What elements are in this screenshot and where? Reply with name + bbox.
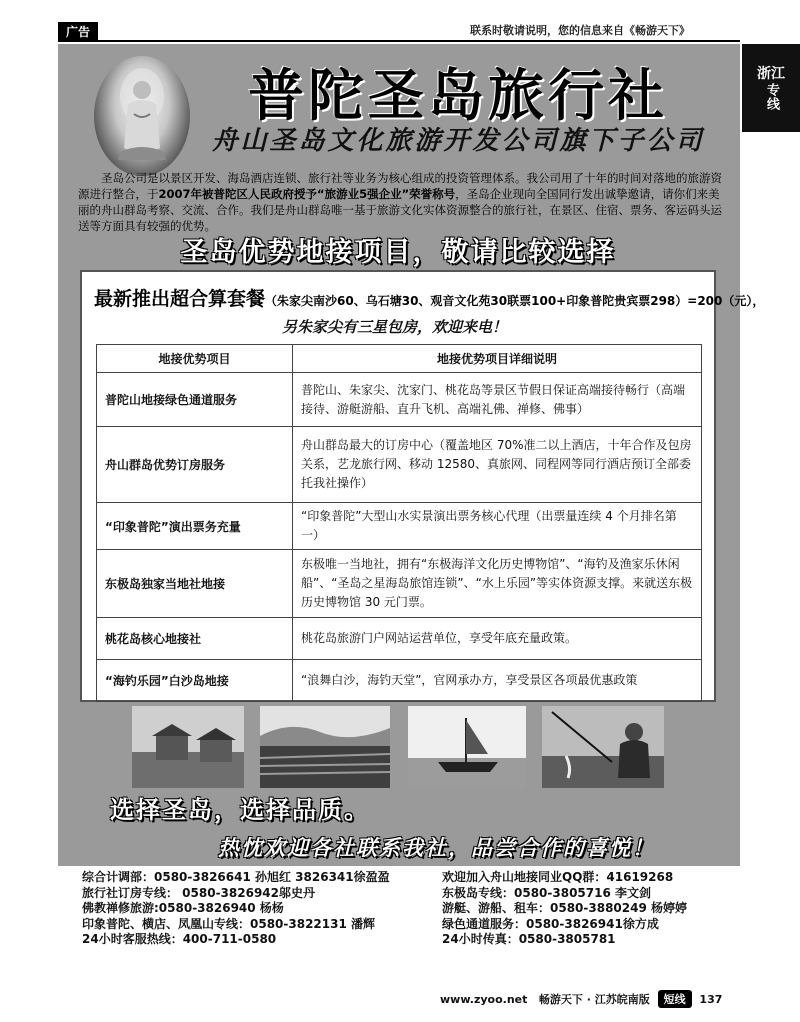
footer-badge: 短线 [658, 990, 692, 1008]
promo-note: 另朱家尖有三星包房，欢迎来电！ [282, 318, 508, 336]
table-row [97, 618, 702, 660]
intro-text-2: ，圣岛企业现向全国同行发出诚挚邀请，请你们来美丽的舟山群岛考察、交流、合作。我们是舟山群岛唯一基于旅游文化实体资源整合的旅行社，在景区、住宿、票务、客运码头运送等方面具有较强的优势。 [78, 187, 722, 233]
guanyin-logo-icon [94, 56, 190, 176]
table-header: 地接优势项目详细说明 [293, 345, 702, 373]
promo-main: 最新推出超合算套餐 [94, 288, 266, 310]
contact-column-left [82, 870, 422, 948]
service-name: “印象普陀”演出票务充量 [97, 503, 293, 550]
service-detail: 东极唯一当地社，拥有“东极海洋文化历史博物馆”、“海钓及渔家乐休闲船”、“圣岛之星海岛旅馆连锁”、“水上乐园”等实体资源支撑。来就送东极历史博物馆 30 元门票。 [293, 550, 702, 618]
footer-publication: 畅游天下 · 江苏皖南版 [538, 993, 650, 1006]
service-name: 普陀山地接绿色通道服务 [97, 373, 293, 427]
photo-strip [132, 706, 680, 802]
page-footer [440, 990, 722, 1008]
offer-panel [80, 270, 765, 702]
service-detail: “浪舞白沙，海钓天堂”，官网承办方，享受景区各项最优惠政策 [293, 660, 702, 702]
agency-subtitle: 舟山圣岛文化旅游开发公司旗下子公司 [211, 126, 705, 156]
source-notice: 联系时敬请说明，您的信息来自《畅游天下》 [470, 24, 690, 37]
company-intro [78, 170, 724, 234]
service-name: 舟山群岛优势订房服务 [97, 427, 293, 503]
table-row [97, 503, 702, 550]
table-row [97, 373, 702, 427]
page-number: 137 [699, 993, 723, 1006]
header-rule [98, 40, 740, 42]
section-tab [742, 44, 800, 132]
contact-line: 印象普陀、横店、凤凰山专线：0580-3822131 潘辉 [82, 916, 376, 931]
fishing-photo [542, 706, 664, 788]
contact-line: 佛教禅修旅游:0580-3826940 杨杨 [82, 901, 284, 915]
contact-line: 东极岛专线：0580-3805716 李文剑 [442, 885, 652, 900]
promo-detail: （朱家尖南沙60、乌石塘30、观音文化苑30联票100+印象普陀贵宾票298）=200（元）， [265, 294, 765, 308]
page-header [0, 0, 800, 44]
service-detail: “印象普陀”大型山水实景演出票务核心代理（出票量连续 4 个月排名第一） [293, 503, 702, 550]
contact-column-right [442, 870, 762, 948]
footer-site: www.zyoo.net [440, 993, 528, 1006]
contact-line: 旅行社订房专线： 0580-3826942邬史丹 [82, 885, 316, 900]
table-header-row [97, 345, 702, 373]
slogan-quality: 选择圣岛，选择品质。 [110, 796, 370, 824]
section-banner: 圣岛优势地接项目，敬请比较选择 [180, 237, 616, 268]
section-tab-bottom: 专线 [764, 83, 779, 111]
village-photo [132, 706, 244, 788]
table-header: 地接优势项目 [97, 345, 293, 373]
service-name: 桃花岛核心地接社 [97, 618, 293, 660]
table-row [97, 660, 702, 702]
intro-highlight: 2007年被普陀区人民政府授予“旅游业5强企业”荣誉称号 [158, 187, 456, 201]
agency-title: 普陀圣岛旅行社 [248, 63, 668, 129]
contact-line: 绿色通道服务：0580-3826941徐方成 [442, 916, 659, 931]
service-name: “海钓乐园”白沙岛地接 [97, 660, 293, 702]
promo-line [94, 284, 764, 311]
table-row [97, 550, 702, 618]
contact-line: 游艇、游船、租车：0580-3880249 杨婷婷 [442, 901, 688, 915]
slogan-welcome: 热忱欢迎各社联系我社，品尝合作的喜悦！ [218, 835, 655, 860]
service-detail: 普陀山、朱家尖、沈家门、桃花岛等景区节假日保证高端接待畅行（高端接待、游艇游船、直升飞机、高端礼佛、禅修、佛事） [293, 373, 702, 427]
table-row [97, 427, 702, 503]
contact-line: 综合计调部：0580-3826641 孙旭红 3826341徐盈盈 [82, 870, 390, 884]
advertisement [58, 44, 765, 866]
contact-line: 欢迎加入舟山地接同业QQ群：41619268 [442, 870, 674, 884]
service-name: 东极岛独家当地社地接 [97, 550, 293, 618]
coast-farm-photo [260, 706, 390, 788]
service-detail: 舟山群岛最大的订房中心（覆盖地区 70%准二以上酒店，十年合作及包房关系，艺龙旅行网、移动 12580、真旅网、同程网等同行酒店预订全部委托我社操作） [293, 427, 702, 503]
services-table [96, 344, 702, 702]
contact-line: 24小时客服热线：400-711-0580 [82, 932, 277, 946]
section-tab-top: 浙江 [757, 66, 785, 82]
contact-line: 24小时传真：0580-3805781 [442, 932, 616, 946]
intro-text-1: 圣岛公司是以景区开发、海岛酒店连锁、旅行社等业务为核心组成的投资管理体系。我公司用了十年的时间对落地的旅游资源进行整合，于 [78, 171, 722, 201]
sailboat-photo [408, 706, 526, 788]
ad-tag: 广告 [58, 22, 98, 42]
service-detail: 桃花岛旅游门户网站运营单位，享受年底充量政策。 [293, 618, 702, 660]
